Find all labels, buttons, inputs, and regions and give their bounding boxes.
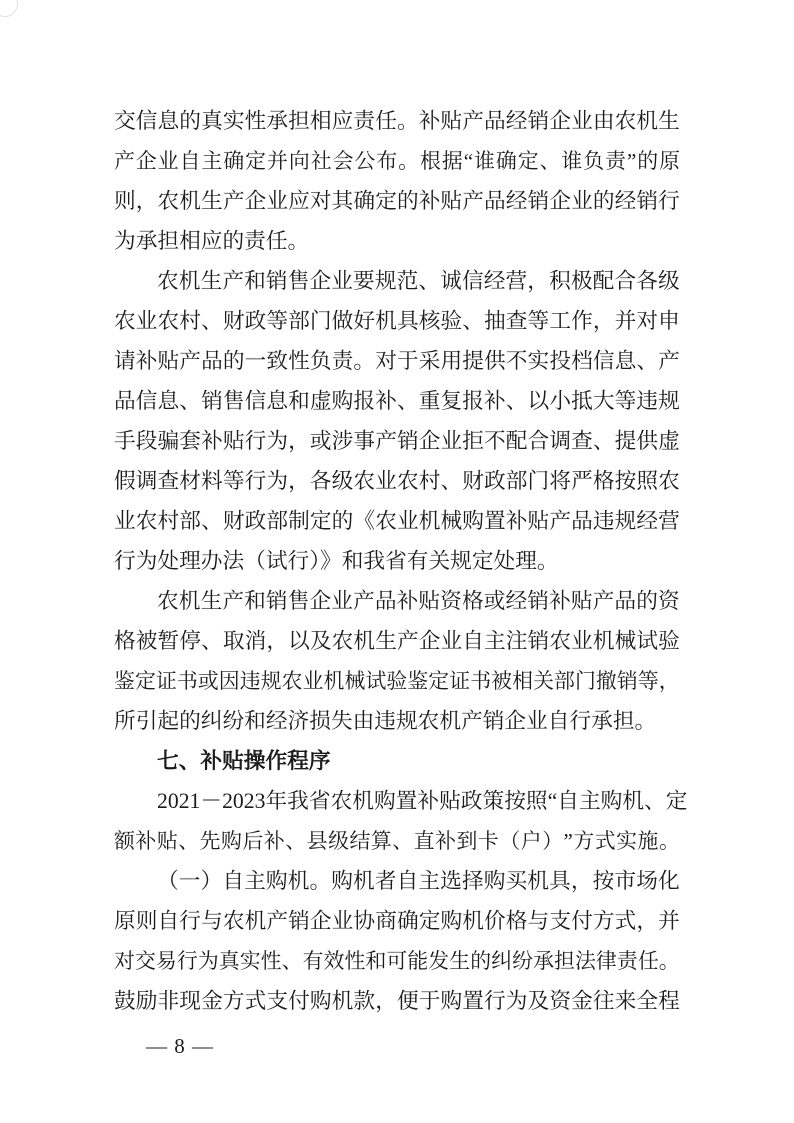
text-line: 所引起的纠纷和经济损失由违规农机产销企业自行承担。 <box>114 709 657 733</box>
text-line: 请 补 贴 产 品 的 一 致 性 负 责 。 对 于 采 用 提 供 不 实 投 档 信 息 、 产 <box>114 349 680 373</box>
text-line: 格 被 暂 停 、 取 消 ， 以 及 农 机 生 产 企 业 自 主 注 销 农 业 机 械 试 验 <box>114 629 680 653</box>
text-line: 手 段 骗 套 补 贴 行 为 ， 或 涉 事 产 销 企 业 拒 不 配 合 调 查 、 提 供 虚 <box>114 429 680 453</box>
text-line: 假 调 查 材 料 等 行 为 ， 各 级 农 业 农 村 、 财 政 部 门 将 严 格 按 照 农 <box>114 469 680 493</box>
text-line: 业 农 村 部 、 财 政 部 制 定 的 《 农 业 机 械 购 置 补 贴 产 品 违 规 经 营 <box>114 509 680 533</box>
text-line: 鉴 定 证 书 或 因 违 规 农 业 机 械 试 验 鉴 定 证 书 被 相 关 部 门 撤 销 等 ， <box>114 669 680 693</box>
text-line: （ 一 ） 自 主 购 机 。 购 机 者 自 主 选 择 购 买 机 具 ， 按 市 场 化 <box>157 869 680 893</box>
text-line: 原 则 自 行 与 农 机 产 销 企 业 协 商 确 定 购 机 价 格 与 支 付 方 式 ， 并 <box>114 909 680 933</box>
section-heading: 七、补贴操作程序 <box>157 748 331 773</box>
text-line: 品 信 息 、 销 售 信 息 和 虚 购 报 补 、 重 复 报 补 、 以 小 抵 大 等 违 规 <box>114 389 680 413</box>
text-line: 鼓 励 非 现 金 方 式 支 付 购 机 款 ， 便 于 购 置 行 为 及 资 金 往 来 全 程 <box>114 989 680 1013</box>
text-line: 产 企 业 自 主 确 定 并 向 社 会 公 布 。 根 据 “ 谁 确 定 、 谁 负 责 ” 的 原 <box>114 149 680 173</box>
text-line: 2021 － 2023 年 我 省 农 机 购 置 补 贴 政 策 按 照 “ 自 主 购 机 、 定 <box>157 789 688 813</box>
text-line: 行为处理办法（试行）》和我省有关规定处理。 <box>114 549 559 573</box>
document-body <box>114 101 688 1021</box>
text-line: 农 机 生 产 和 销 售 企 业 产 品 补 贴 资 格 或 经 销 补 贴 产 品 的 资 <box>157 589 680 613</box>
text-line: 则 ， 农 机 生 产 企 业 应 对 其 确 定 的 补 贴 产 品 经 销 企 业 的 经 销 行 <box>114 189 680 213</box>
text-line: 额 补 贴 、 先 购 后 补 、 县 级 结 算 、 直 补 到 卡 （ 户 ） ” 方 式 实 施 。 <box>114 829 680 853</box>
text-line: 农 业 农 村 、 财 政 等 部 门 做 好 机 具 核 验 、 抽 查 等 工 作 ， 并 对 申 <box>114 309 680 333</box>
text-line: 为承担相应的责任。 <box>114 229 310 253</box>
text-line: 交 信 息 的 真 实 性 承 担 相 应 责 任 。 补 贴 产 品 经 销 企 业 由 农 机 生 <box>114 109 680 133</box>
text-line: 对 交 易 行 为 真 实 性 、 有 效 性 和 可 能 发 生 的 纠 纷 承 担 法 律 责 任 。 <box>114 949 680 973</box>
text-line: 农 机 生 产 和 销 售 企 业 要 规 范 、 诚 信 经 营 ， 积 极 配 合 各 级 <box>157 269 680 293</box>
scan-artifact <box>0 0 18 17</box>
page-number: — 8 — <box>146 1034 214 1058</box>
